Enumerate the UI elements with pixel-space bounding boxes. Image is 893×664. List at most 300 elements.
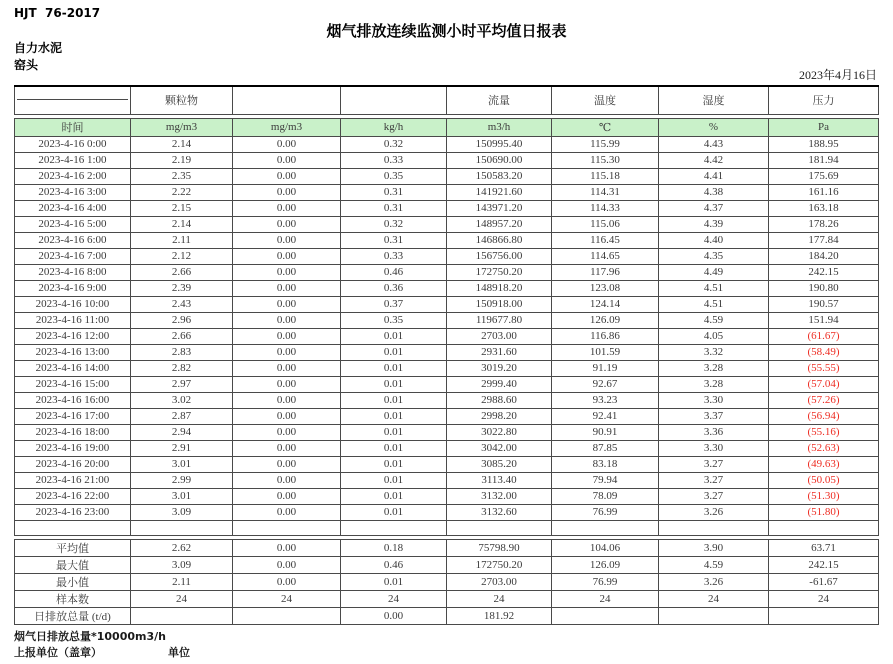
cell-pm-mgm3: 2.39	[131, 280, 233, 296]
table-row	[15, 328, 879, 344]
cell-pm-mgm3: 2.91	[131, 440, 233, 456]
cell-col4-kgh: 0.32	[341, 216, 447, 232]
cell-col4-kgh: 0.01	[341, 328, 447, 344]
header-col4	[341, 86, 447, 114]
cell-flow-m3h: 3132.00	[447, 488, 552, 504]
split-cell-bottom	[17, 100, 128, 113]
cell-col4-kgh: 0.01	[341, 440, 447, 456]
cell-humidity-pct: 3.28	[659, 360, 769, 376]
empty-row	[15, 520, 879, 535]
table-row	[15, 216, 879, 232]
cell-flow-m3h: 143971.20	[447, 200, 552, 216]
cell-col3-mgm3: 0.00	[233, 152, 341, 168]
cell-col3-mgm3: 0.00	[233, 472, 341, 488]
cell-pressure-pa: (61.67)	[769, 328, 879, 344]
cell-temp-c: 124.14	[552, 296, 659, 312]
cell-col3-mgm3: 24	[233, 590, 341, 607]
cell-col3-mgm3: 0.00	[233, 360, 341, 376]
cell-time: 2023-4-16 7:00	[15, 248, 131, 264]
cell-col3-mgm3: 0.00	[233, 216, 341, 232]
cell-col4-kgh: 0.01	[341, 344, 447, 360]
cell-col3-mgm3: 0.00	[233, 456, 341, 472]
cell-time: 2023-4-16 21:00	[15, 472, 131, 488]
cell-col4-kgh: 24	[341, 590, 447, 607]
table-row	[15, 248, 879, 264]
report-date: 2023年4月16日	[798, 68, 877, 82]
cell-col3-mgm3: 0.00	[233, 556, 341, 573]
summary-row	[15, 556, 879, 573]
summary-label: 最大值	[15, 556, 131, 573]
cell-col4-kgh: 0.01	[341, 472, 447, 488]
footer-report-unit-label: 上报单位（盖章）	[14, 646, 102, 659]
cell-pm-mgm3: 2.97	[131, 376, 233, 392]
cell-temp-c: 92.41	[552, 408, 659, 424]
cell-flow-m3h: 75798.90	[447, 539, 552, 556]
cell-humidity-pct: 3.27	[659, 488, 769, 504]
monitoring-point: 窑头	[14, 58, 39, 72]
cell-temp-c: 115.18	[552, 168, 659, 184]
cell-pm-mgm3: 2.87	[131, 408, 233, 424]
cell-flow-m3h: 146866.80	[447, 232, 552, 248]
table-row	[15, 376, 879, 392]
cell-humidity-pct: 3.27	[659, 472, 769, 488]
cell-flow-m3h: 150995.40	[447, 136, 552, 152]
empty-cell	[769, 520, 879, 535]
cell-pressure-pa: (52.63)	[769, 440, 879, 456]
cell-time: 2023-4-16 10:00	[15, 296, 131, 312]
cell-col4-kgh: 0.18	[341, 539, 447, 556]
cell-pm-mgm3: 2.11	[131, 232, 233, 248]
cell-col4-kgh: 0.31	[341, 200, 447, 216]
cell-humidity-pct: 3.26	[659, 573, 769, 590]
cell-humidity-pct: 3.36	[659, 424, 769, 440]
cell-pressure-pa: (55.16)	[769, 424, 879, 440]
cell-flow-m3h: 3042.00	[447, 440, 552, 456]
unit-kgh: kg/h	[341, 118, 447, 136]
cell-pm-mgm3: 2.19	[131, 152, 233, 168]
cell-time: 2023-4-16 23:00	[15, 504, 131, 520]
summary-row	[15, 590, 879, 607]
table-row	[15, 280, 879, 296]
cell-col3-mgm3	[233, 607, 341, 624]
cell-pressure-pa: 175.69	[769, 168, 879, 184]
cell-time: 2023-4-16 16:00	[15, 392, 131, 408]
summary-label: 日排放总量 (t/d)	[15, 607, 131, 624]
cell-pm-mgm3: 2.66	[131, 328, 233, 344]
cell-flow-m3h: 141921.60	[447, 184, 552, 200]
cell-time: 2023-4-16 1:00	[15, 152, 131, 168]
cell-col4-kgh: 0.37	[341, 296, 447, 312]
cell-temp-c: 87.85	[552, 440, 659, 456]
table-row	[15, 472, 879, 488]
cell-flow-m3h: 148918.20	[447, 280, 552, 296]
cell-humidity-pct: 4.05	[659, 328, 769, 344]
cell-col3-mgm3: 0.00	[233, 440, 341, 456]
cell-col4-kgh: 0.01	[341, 573, 447, 590]
cell-col3-mgm3: 0.00	[233, 344, 341, 360]
cell-pm-mgm3	[131, 607, 233, 624]
cell-col4-kgh: 0.36	[341, 280, 447, 296]
cell-flow-m3h: 3022.80	[447, 424, 552, 440]
cell-flow-m3h: 2999.40	[447, 376, 552, 392]
cell-col4-kgh: 0.01	[341, 408, 447, 424]
cell-time: 2023-4-16 2:00	[15, 168, 131, 184]
header-particulate: 颗粒物	[131, 86, 233, 114]
cell-temp-c: 114.31	[552, 184, 659, 200]
cell-temp-c: 90.91	[552, 424, 659, 440]
cell-pressure-pa: 151.94	[769, 312, 879, 328]
cell-pressure-pa: 181.94	[769, 152, 879, 168]
cell-col4-kgh: 0.00	[341, 607, 447, 624]
cell-pressure-pa: (56.94)	[769, 408, 879, 424]
cell-humidity-pct: 3.26	[659, 504, 769, 520]
cell-flow-m3h: 150690.00	[447, 152, 552, 168]
cell-humidity-pct: 4.38	[659, 184, 769, 200]
cell-flow-m3h: 150918.00	[447, 296, 552, 312]
cell-humidity-pct: 24	[659, 590, 769, 607]
cell-col3-mgm3: 0.00	[233, 264, 341, 280]
cell-pressure-pa: -61.67	[769, 573, 879, 590]
cell-humidity-pct: 4.51	[659, 280, 769, 296]
cell-time: 2023-4-16 5:00	[15, 216, 131, 232]
empty-cell	[131, 520, 233, 535]
cell-pressure-pa: 184.20	[769, 248, 879, 264]
cell-temp-c: 104.06	[552, 539, 659, 556]
empty-cell	[15, 520, 131, 535]
cell-humidity-pct: 3.27	[659, 456, 769, 472]
cell-pm-mgm3: 2.14	[131, 136, 233, 152]
table-row	[15, 184, 879, 200]
cell-pm-mgm3: 24	[131, 590, 233, 607]
cell-col4-kgh: 0.33	[341, 152, 447, 168]
cell-col4-kgh: 0.01	[341, 488, 447, 504]
cell-humidity-pct: 3.28	[659, 376, 769, 392]
cell-humidity-pct: 4.35	[659, 248, 769, 264]
table-row	[15, 152, 879, 168]
table-row	[15, 296, 879, 312]
cell-time: 2023-4-16 14:00	[15, 360, 131, 376]
cell-pm-mgm3: 3.02	[131, 392, 233, 408]
cell-col3-mgm3: 0.00	[233, 424, 341, 440]
cell-temp-c: 115.06	[552, 216, 659, 232]
cell-humidity-pct: 4.40	[659, 232, 769, 248]
table-row	[15, 440, 879, 456]
cell-temp-c: 76.99	[552, 573, 659, 590]
cell-humidity-pct: 3.32	[659, 344, 769, 360]
summary-label: 最小值	[15, 573, 131, 590]
cell-pressure-pa: 24	[769, 590, 879, 607]
header-temperature: 温度	[552, 86, 659, 114]
cell-humidity-pct: 3.90	[659, 539, 769, 556]
cell-pm-mgm3: 2.66	[131, 264, 233, 280]
cell-humidity-pct: 4.42	[659, 152, 769, 168]
cell-time: 2023-4-16 18:00	[15, 424, 131, 440]
cell-col4-kgh: 0.31	[341, 184, 447, 200]
cell-temp-c: 114.33	[552, 200, 659, 216]
data-rows	[15, 136, 879, 520]
cell-temp-c: 117.96	[552, 264, 659, 280]
table-row	[15, 168, 879, 184]
cell-pm-mgm3: 2.43	[131, 296, 233, 312]
cell-pm-mgm3: 2.99	[131, 472, 233, 488]
cell-temp-c: 24	[552, 590, 659, 607]
cell-flow-m3h: 2703.00	[447, 573, 552, 590]
cell-temp-c: 126.09	[552, 556, 659, 573]
table-row	[15, 360, 879, 376]
summary-label: 样本数	[15, 590, 131, 607]
cell-col4-kgh: 0.01	[341, 424, 447, 440]
cell-col3-mgm3: 0.00	[233, 573, 341, 590]
cell-col4-kgh: 0.01	[341, 360, 447, 376]
cell-col3-mgm3: 0.00	[233, 392, 341, 408]
cell-humidity-pct: 4.41	[659, 168, 769, 184]
cell-humidity-pct: 4.43	[659, 136, 769, 152]
cell-col4-kgh: 0.35	[341, 168, 447, 184]
cell-time: 2023-4-16 19:00	[15, 440, 131, 456]
cell-temp-c: 91.19	[552, 360, 659, 376]
cell-time: 2023-4-16 8:00	[15, 264, 131, 280]
cell-col4-kgh: 0.01	[341, 504, 447, 520]
cell-time: 2023-4-16 12:00	[15, 328, 131, 344]
cell-temp-c: 79.94	[552, 472, 659, 488]
cell-pm-mgm3: 2.94	[131, 424, 233, 440]
cell-humidity-pct: 4.49	[659, 264, 769, 280]
cell-temp-c: 116.45	[552, 232, 659, 248]
cell-time: 2023-4-16 15:00	[15, 376, 131, 392]
cell-pm-mgm3: 2.22	[131, 184, 233, 200]
cell-pressure-pa: 188.95	[769, 136, 879, 152]
cell-humidity-pct: 4.51	[659, 296, 769, 312]
cell-col4-kgh: 0.33	[341, 248, 447, 264]
cell-flow-m3h: 181.92	[447, 607, 552, 624]
cell-flow-m3h: 119677.80	[447, 312, 552, 328]
cell-pm-mgm3: 2.82	[131, 360, 233, 376]
cell-col3-mgm3: 0.00	[233, 200, 341, 216]
cell-flow-m3h: 2998.20	[447, 408, 552, 424]
cell-pm-mgm3: 2.96	[131, 312, 233, 328]
cell-pressure-pa: 242.15	[769, 264, 879, 280]
units-row	[15, 118, 879, 136]
cell-col4-kgh: 0.32	[341, 136, 447, 152]
cell-flow-m3h: 3085.20	[447, 456, 552, 472]
table-row	[15, 424, 879, 440]
table-row	[15, 488, 879, 504]
cell-col3-mgm3: 0.00	[233, 312, 341, 328]
header-time-split-cell	[15, 86, 131, 114]
cell-col3-mgm3: 0.00	[233, 408, 341, 424]
summary-rows	[15, 539, 879, 624]
table-row	[15, 408, 879, 424]
cell-flow-m3h: 156756.00	[447, 248, 552, 264]
cell-col3-mgm3: 0.00	[233, 184, 341, 200]
cell-humidity-pct: 3.30	[659, 440, 769, 456]
cell-humidity-pct: 4.59	[659, 312, 769, 328]
cell-flow-m3h: 2703.00	[447, 328, 552, 344]
cell-col3-mgm3: 0.00	[233, 488, 341, 504]
cell-time: 2023-4-16 20:00	[15, 456, 131, 472]
unit-col3-mgm3: mg/m3	[233, 118, 341, 136]
empty-cell	[659, 520, 769, 535]
cell-pressure-pa: (57.04)	[769, 376, 879, 392]
cell-flow-m3h: 2988.60	[447, 392, 552, 408]
cell-pressure-pa: (55.55)	[769, 360, 879, 376]
cell-pressure-pa: (49.63)	[769, 456, 879, 472]
header-col3	[233, 86, 341, 114]
cell-col4-kgh: 0.46	[341, 556, 447, 573]
cell-pressure-pa: 161.16	[769, 184, 879, 200]
empty-cell	[233, 520, 341, 535]
cell-pressure-pa: 63.71	[769, 539, 879, 556]
empty-cell	[447, 520, 552, 535]
cell-col4-kgh: 0.01	[341, 376, 447, 392]
cell-humidity-pct: 4.39	[659, 216, 769, 232]
cell-temp-c: 123.08	[552, 280, 659, 296]
report-table	[14, 85, 879, 625]
cell-col4-kgh: 0.46	[341, 264, 447, 280]
footer-unit-label: 单位	[168, 646, 190, 659]
summary-row	[15, 539, 879, 556]
cell-pm-mgm3: 2.11	[131, 573, 233, 590]
unit-temp-c: ℃	[552, 118, 659, 136]
cell-pressure-pa: (58.49)	[769, 344, 879, 360]
cell-col4-kgh: 0.31	[341, 232, 447, 248]
cell-flow-m3h: 3113.40	[447, 472, 552, 488]
cell-col3-mgm3: 0.00	[233, 136, 341, 152]
cell-temp-c: 116.86	[552, 328, 659, 344]
cell-temp-c: 115.30	[552, 152, 659, 168]
table-row	[15, 232, 879, 248]
unit-time: 时间	[15, 118, 131, 136]
company-name: 自力水泥	[14, 41, 63, 55]
table-row	[15, 392, 879, 408]
cell-temp-c: 76.99	[552, 504, 659, 520]
cell-col3-mgm3: 0.00	[233, 504, 341, 520]
cell-temp-c: 78.09	[552, 488, 659, 504]
cell-col3-mgm3: 0.00	[233, 248, 341, 264]
cell-temp-c	[552, 607, 659, 624]
unit-pm-mgm3: mg/m3	[131, 118, 233, 136]
cell-pm-mgm3: 2.12	[131, 248, 233, 264]
cell-col3-mgm3: 0.00	[233, 280, 341, 296]
cell-pressure-pa: 242.15	[769, 556, 879, 573]
cell-flow-m3h: 3132.60	[447, 504, 552, 520]
summary-row	[15, 607, 879, 624]
unit-pressure-pa: Pa	[769, 118, 879, 136]
cell-temp-c: 92.67	[552, 376, 659, 392]
cell-col3-mgm3: 0.00	[233, 168, 341, 184]
cell-pressure-pa: 163.18	[769, 200, 879, 216]
table-row	[15, 456, 879, 472]
unit-flow-m3h: m3/h	[447, 118, 552, 136]
cell-time: 2023-4-16 4:00	[15, 200, 131, 216]
cell-pm-mgm3: 2.15	[131, 200, 233, 216]
header-pressure: 压力	[769, 86, 879, 114]
cell-flow-m3h: 148957.20	[447, 216, 552, 232]
cell-pressure-pa: 190.57	[769, 296, 879, 312]
cell-pm-mgm3: 3.01	[131, 456, 233, 472]
cell-flow-m3h: 172750.20	[447, 264, 552, 280]
cell-pressure-pa	[769, 607, 879, 624]
cell-col4-kgh: 0.01	[341, 392, 447, 408]
table-row	[15, 344, 879, 360]
page-title: 烟气排放连续监测小时平均值日报表	[326, 22, 567, 40]
table-row	[15, 264, 879, 280]
summary-row	[15, 573, 879, 590]
cell-pm-mgm3: 3.09	[131, 556, 233, 573]
cell-pressure-pa: (57.26)	[769, 392, 879, 408]
cell-col4-kgh: 0.01	[341, 456, 447, 472]
cell-col3-mgm3: 0.00	[233, 296, 341, 312]
cell-temp-c: 101.59	[552, 344, 659, 360]
split-cell-top	[17, 87, 128, 100]
table-row	[15, 136, 879, 152]
cell-flow-m3h: 150583.20	[447, 168, 552, 184]
unit-humidity-pct: %	[659, 118, 769, 136]
cell-pressure-pa: (51.80)	[769, 504, 879, 520]
cell-pressure-pa: (50.05)	[769, 472, 879, 488]
cell-temp-c: 115.99	[552, 136, 659, 152]
cell-flow-m3h: 24	[447, 590, 552, 607]
cell-pressure-pa: 190.80	[769, 280, 879, 296]
table-row	[15, 200, 879, 216]
cell-humidity-pct: 4.37	[659, 200, 769, 216]
cell-flow-m3h: 172750.20	[447, 556, 552, 573]
cell-flow-m3h: 2931.60	[447, 344, 552, 360]
empty-cell	[341, 520, 447, 535]
cell-pm-mgm3: 3.01	[131, 488, 233, 504]
cell-col4-kgh: 0.35	[341, 312, 447, 328]
cell-humidity-pct: 4.59	[659, 556, 769, 573]
cell-humidity-pct: 3.30	[659, 392, 769, 408]
table-row	[15, 504, 879, 520]
summary-label: 平均值	[15, 539, 131, 556]
cell-time: 2023-4-16 11:00	[15, 312, 131, 328]
cell-time: 2023-4-16 0:00	[15, 136, 131, 152]
cell-pressure-pa: 178.26	[769, 216, 879, 232]
cell-time: 2023-4-16 3:00	[15, 184, 131, 200]
cell-pm-mgm3: 2.62	[131, 539, 233, 556]
cell-pressure-pa: (51.30)	[769, 488, 879, 504]
cell-pm-mgm3: 3.09	[131, 504, 233, 520]
cell-temp-c: 114.65	[552, 248, 659, 264]
cell-pm-mgm3: 2.83	[131, 344, 233, 360]
cell-col3-mgm3: 0.00	[233, 328, 341, 344]
cell-col3-mgm3: 0.00	[233, 232, 341, 248]
cell-col3-mgm3: 0.00	[233, 376, 341, 392]
cell-time: 2023-4-16 13:00	[15, 344, 131, 360]
cell-humidity-pct	[659, 607, 769, 624]
table-row	[15, 312, 879, 328]
cell-time: 2023-4-16 9:00	[15, 280, 131, 296]
standard-code: HJT 76-2017	[14, 6, 101, 20]
cell-pressure-pa: 177.84	[769, 232, 879, 248]
cell-time: 2023-4-16 17:00	[15, 408, 131, 424]
cell-time: 2023-4-16 22:00	[15, 488, 131, 504]
cell-temp-c: 83.18	[552, 456, 659, 472]
header-flow: 流量	[447, 86, 552, 114]
cell-pm-mgm3: 2.35	[131, 168, 233, 184]
empty-cell	[552, 520, 659, 535]
cell-temp-c: 93.23	[552, 392, 659, 408]
cell-col3-mgm3: 0.00	[233, 539, 341, 556]
group-header-row	[15, 86, 879, 114]
header-humidity: 湿度	[659, 86, 769, 114]
cell-temp-c: 126.09	[552, 312, 659, 328]
cell-pm-mgm3: 2.14	[131, 216, 233, 232]
cell-flow-m3h: 3019.20	[447, 360, 552, 376]
footer-total-note: 烟气日排放总量*10000m3/h	[14, 630, 166, 643]
cell-time: 2023-4-16 6:00	[15, 232, 131, 248]
